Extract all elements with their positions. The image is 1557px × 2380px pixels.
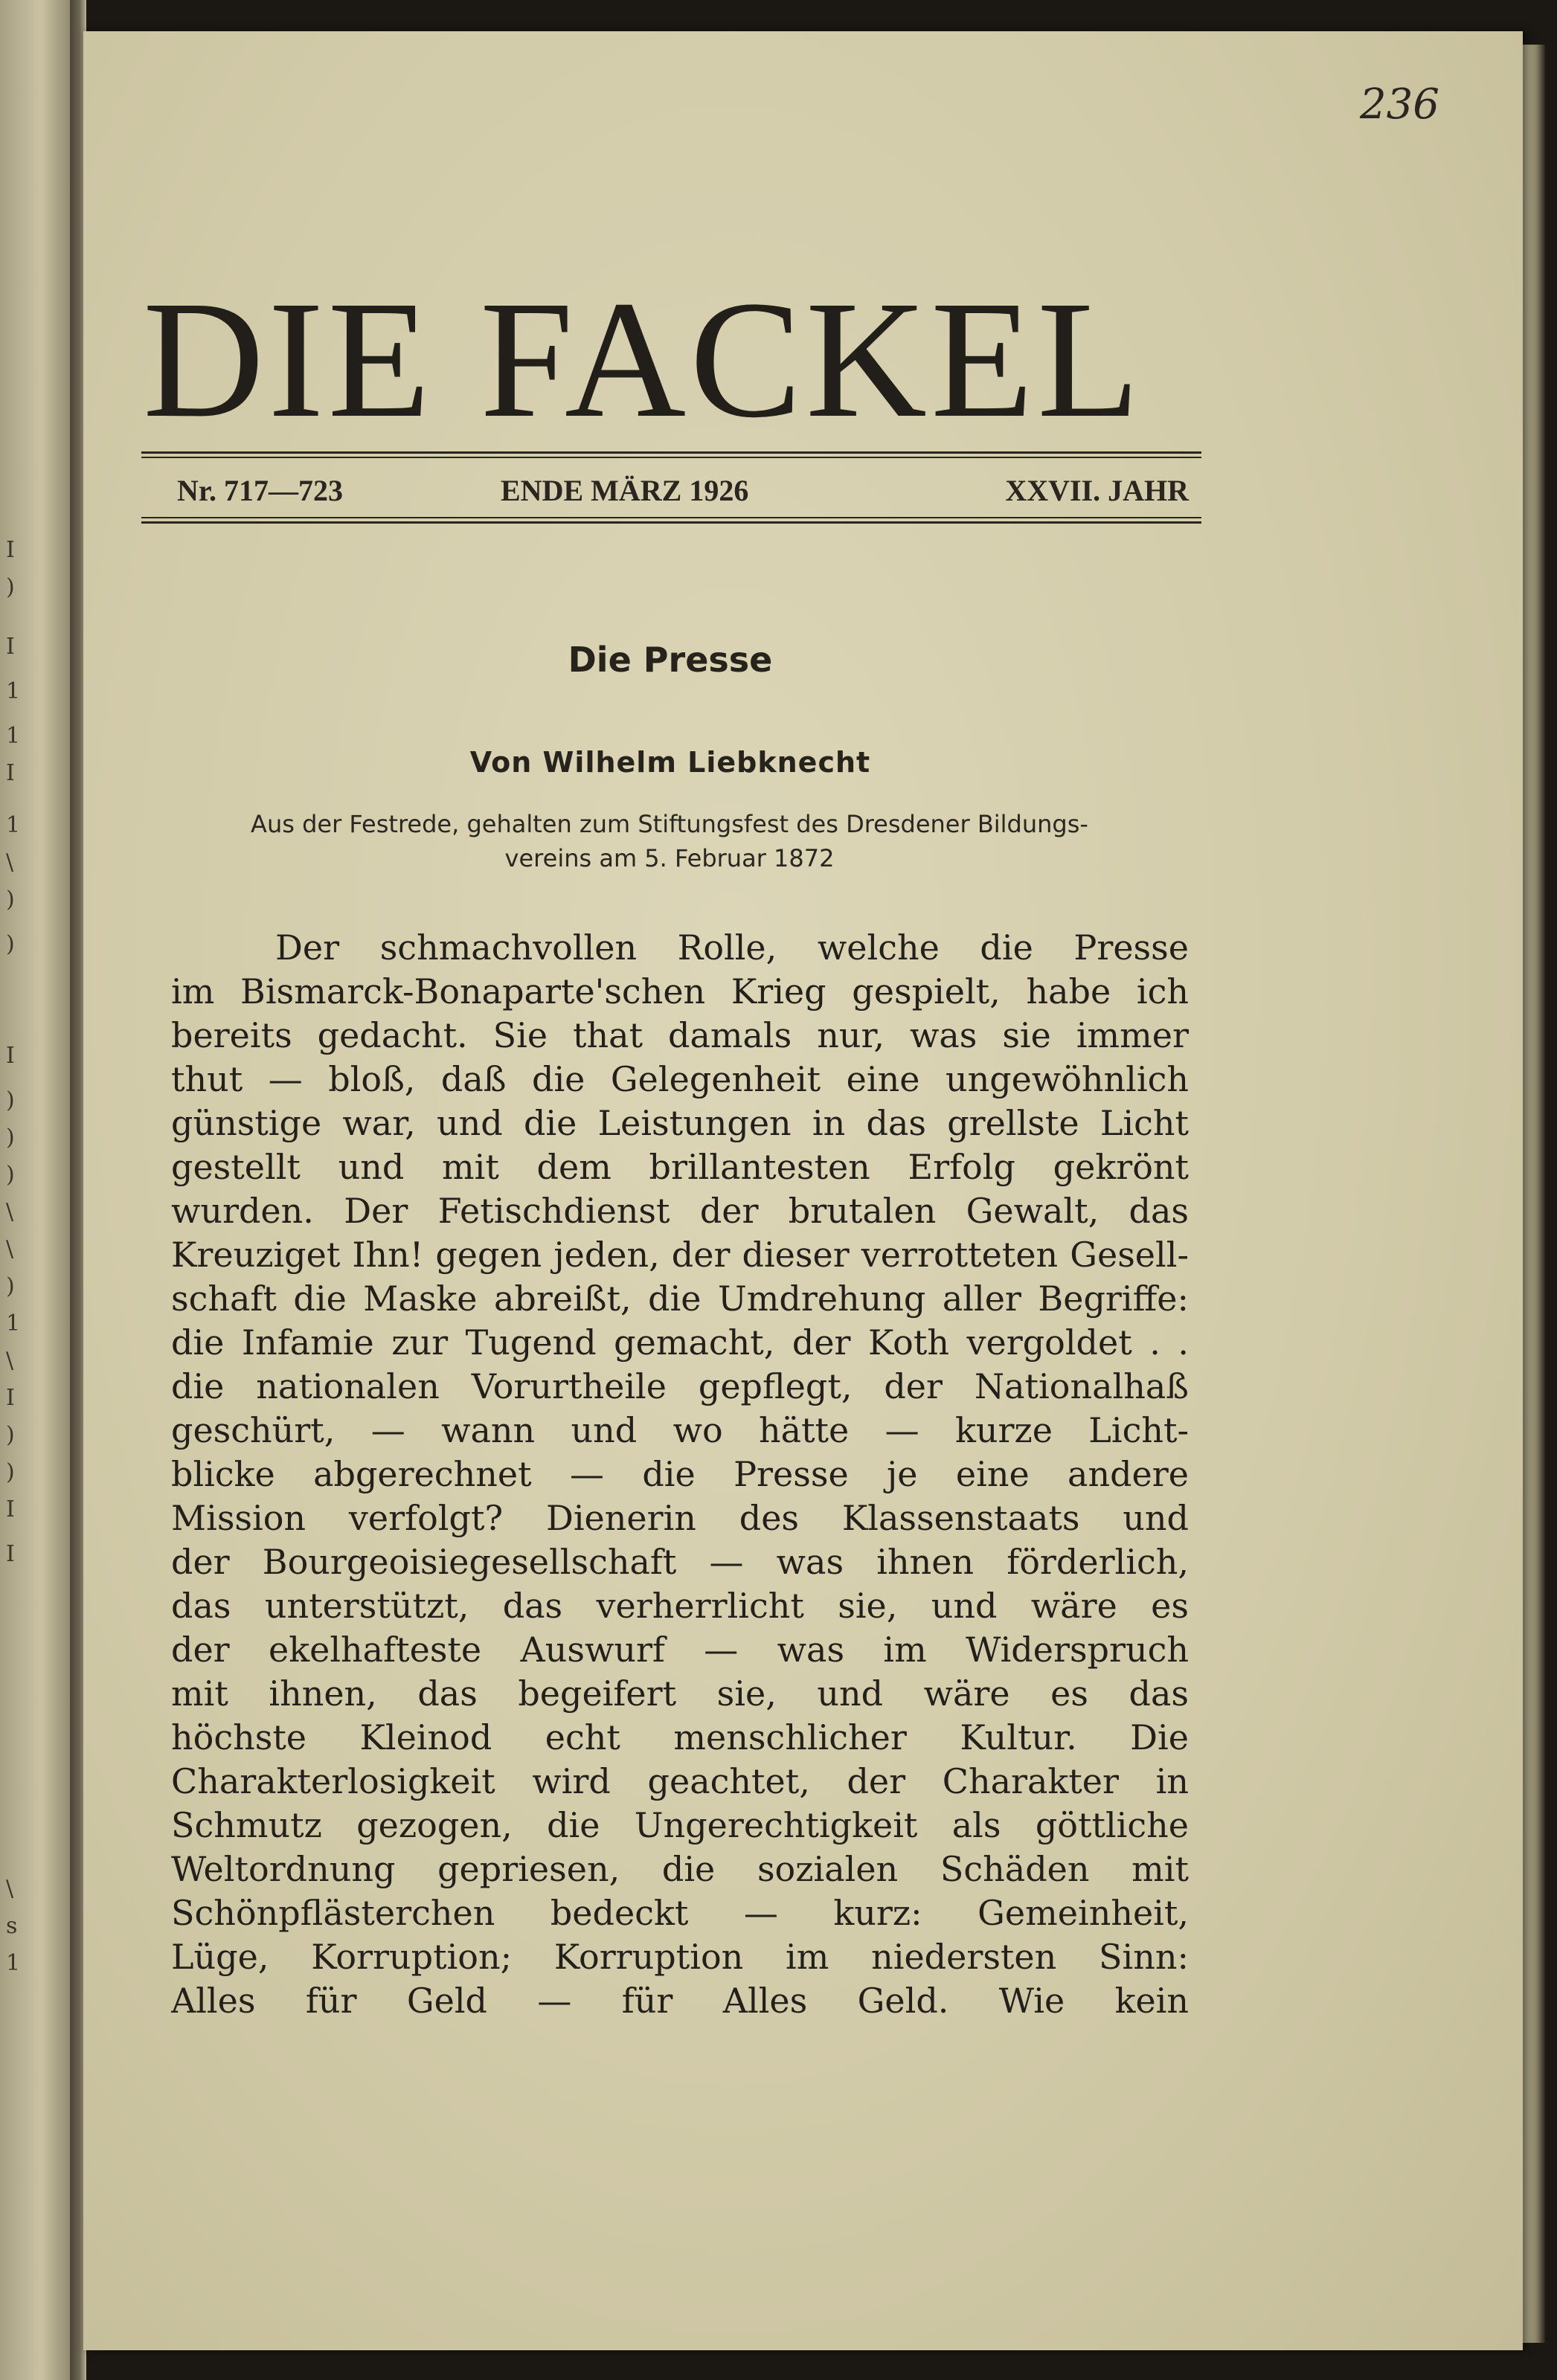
- margin-mark: I: [6, 760, 15, 786]
- masthead-title: DIE FACKEL: [143, 266, 1144, 452]
- margin-mark: ): [6, 1422, 15, 1448]
- handwritten-folio-number: 236: [1360, 80, 1439, 129]
- margin-mark: I: [6, 1496, 15, 1522]
- body-line: Lüge, Korruption; Korruption im niedersten Sinn:: [171, 1937, 1189, 1977]
- margin-mark: ): [6, 1459, 15, 1485]
- margin-mark: I: [6, 1043, 15, 1069]
- margin-mark: ): [6, 931, 15, 957]
- facing-page-edge: [0, 0, 74, 2380]
- margin-mark: 1: [6, 723, 21, 749]
- margin-mark: ): [6, 1273, 15, 1299]
- issue-line: [177, 473, 1189, 510]
- source-note-line: vereins am 5. Februar 1872: [504, 844, 835, 872]
- margin-mark: \: [6, 1876, 14, 1902]
- margin-mark: I: [6, 1385, 15, 1411]
- body-line: Schmutz gezogen, die Ungerechtigkeit als göttliche: [171, 1805, 1189, 1845]
- margin-mark: s: [6, 1913, 18, 1939]
- body-line: der ekelhafteste Auswurf — was im Widerspruch: [171, 1630, 1189, 1670]
- article-author: Von Wilhelm Liebknecht: [469, 746, 871, 779]
- body-line: gestellt und mit dem brillantesten Erfolg gekrönt: [171, 1147, 1189, 1187]
- body-line: Der schmachvollen Rolle, welche die Presse: [275, 927, 1189, 968]
- issue-year: XXVII. JAHR: [1005, 474, 1189, 507]
- body-line: der Bourgeoisiegesellschaft — was ihnen förderlich,: [171, 1542, 1189, 1582]
- body-line: Weltordnung gepriesen, die sozialen Schäden mit: [171, 1849, 1189, 1889]
- body-line: blicke abgerechnet — die Presse je eine andere: [171, 1454, 1189, 1494]
- body-line: schaft die Maske abreißt, die Umdrehung aller Begriffe:: [171, 1279, 1189, 1319]
- body-line: höchste Kleinod echt menschlicher Kultur. Die: [171, 1717, 1189, 1757]
- article-title: Die Presse: [568, 640, 773, 680]
- issue-number: Nr. 717—723: [177, 474, 343, 507]
- margin-mark: 1: [6, 678, 21, 704]
- margin-mark: \: [6, 1236, 14, 1262]
- margin-mark: \: [6, 849, 14, 875]
- article-source-note: [149, 807, 1190, 875]
- body-line: thut — bloß, daß die Gelegenheit eine ungewöhnlich: [171, 1059, 1189, 1099]
- margin-mark: 1: [6, 812, 21, 838]
- margin-mark: ): [6, 1087, 15, 1113]
- masthead-rule-top: [141, 451, 1201, 458]
- margin-mark: I: [6, 537, 15, 563]
- article-body: [171, 926, 1189, 2023]
- margin-mark: \: [6, 1348, 14, 1374]
- body-line: mit ihnen, das begeifert sie, und wäre es das: [171, 1673, 1189, 1714]
- body-line: Charakterlosigkeit wird geachtet, der Charakter in: [171, 1761, 1189, 1801]
- body-line: die nationalen Vorurtheile gepflegt, der Nationalhaß: [171, 1366, 1189, 1406]
- body-line: günstige war, und die Leistungen in das grellste Licht: [171, 1103, 1189, 1143]
- issue-date: ENDE MÄRZ 1926: [501, 474, 749, 507]
- body-line: das unterstützt, das verherrlicht sie, und wäre es: [171, 1586, 1189, 1626]
- page-fore-edge: [1523, 45, 1545, 2343]
- margin-mark: ): [6, 887, 15, 913]
- body-line: die Infamie zur Tugend gemacht, der Koth vergoldet . .: [171, 1322, 1189, 1363]
- margin-mark: ): [6, 1125, 15, 1151]
- body-line: Mission verfolgt? Dienerin des Klassenstaats und: [171, 1498, 1189, 1538]
- body-line: geschürt, — wann und wo hätte — kurze Licht-: [171, 1410, 1189, 1450]
- body-line: Alles für Geld — für Alles Geld. Wie kein: [171, 1981, 1189, 2021]
- masthead-rule-bottom: [141, 517, 1201, 524]
- margin-mark: I: [6, 1541, 15, 1567]
- margin-mark: ): [6, 574, 15, 600]
- body-line: Kreuziget Ihn! gegen jeden, der dieser verrotteten Gesell-: [171, 1235, 1189, 1275]
- body-line: bereits gedacht. Sie that damals nur, was sie immer: [171, 1015, 1189, 1055]
- body-line: Schönpflästerchen bedeckt — kurz: Gemeinheit,: [171, 1893, 1189, 1933]
- body-line: wurden. Der Fetischdienst der brutalen Gewalt, das: [171, 1191, 1189, 1231]
- margin-mark: \: [6, 1199, 14, 1225]
- margin-mark: I: [6, 634, 15, 660]
- source-note-line: Aus der Festrede, gehalten zum Stiftungsfest des Dresdener Bildungs-: [251, 810, 1088, 838]
- margin-mark: 1: [6, 1950, 21, 1976]
- margin-mark: 1: [6, 1310, 21, 1337]
- margin-mark: ): [6, 1162, 15, 1188]
- body-line: im Bismarck-Bonaparte'schen Krieg gespielt, habe ich: [171, 971, 1189, 1012]
